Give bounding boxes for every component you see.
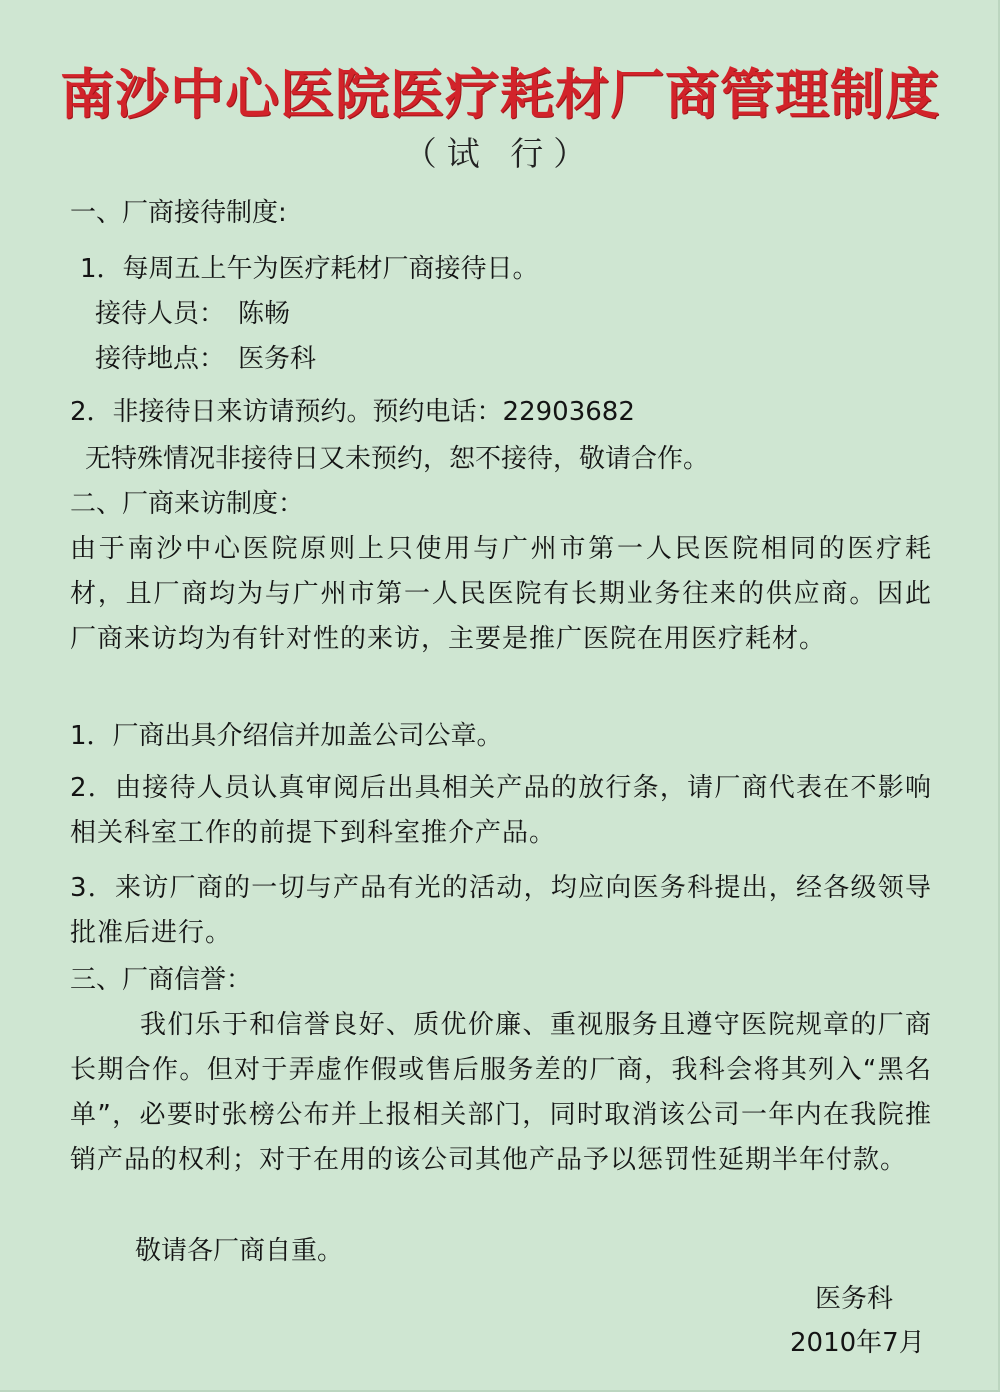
reception-place: 接待地点： 医务科	[95, 344, 317, 374]
section1-item2: 2．非接待日来访请预约。预约电话：22903682	[70, 397, 635, 427]
section3-heading: 三、厂商信誉：	[70, 965, 253, 995]
section3-closing: 敬请各厂商自重。	[135, 1236, 344, 1266]
section2-item1: 1．厂商出具介绍信并加盖公司公章。	[70, 721, 503, 751]
document-title: 南沙中心医院医疗耗材厂商管理制度	[60, 62, 940, 126]
section2-intro: 由于南沙中心医院原则上只使用与广州市第一人民医院相同的医疗耗材，且厂商均为与广州市第一人民医院有长期业务往来的供应商。因此厂商来访均为有针对性的来访，主要是推广医院在用医疗耗材。	[70, 534, 932, 654]
reception-staff: 接待人员： 陈畅	[95, 299, 291, 329]
section1-item2-note: 无特殊情况非接待日又未预约，恕不接待，敬请合作。	[85, 444, 710, 474]
section1-item1: 1．每周五上午为医疗耗材厂商接待日。	[80, 254, 539, 284]
section2-item2: 2．由接待人员认真审阅后出具相关产品的放行条，请厂商代表在不影响相关科室工作的前提下到科室推介产品。	[70, 773, 932, 848]
section1-heading: 一、厂商接待制度:	[70, 198, 287, 228]
section3-body: 我们乐于和信誉良好、质优价廉、重视服务且遵守医院规章的厂商长期合作。但对于弄虚作假或售后服务差的厂商，我科会将其列入“黑名单”，必要时张榜公布并上报相关部门，同时取消该公司一年内在我院推销产品的权利；对于在用的该公司其他产品予以惩罚性延期半年付款。	[70, 1010, 932, 1175]
signature-department: 医务科	[815, 1284, 894, 1314]
document-subtitle: （试 行）	[403, 134, 597, 173]
signature-date: 2010年7月	[790, 1328, 925, 1358]
section2-item3: 3．来访厂商的一切与产品有光的活动，均应向医务科提出，经各级领导批准后进行。	[70, 873, 932, 948]
section2-heading: 二、厂商来访制度：	[70, 489, 305, 519]
